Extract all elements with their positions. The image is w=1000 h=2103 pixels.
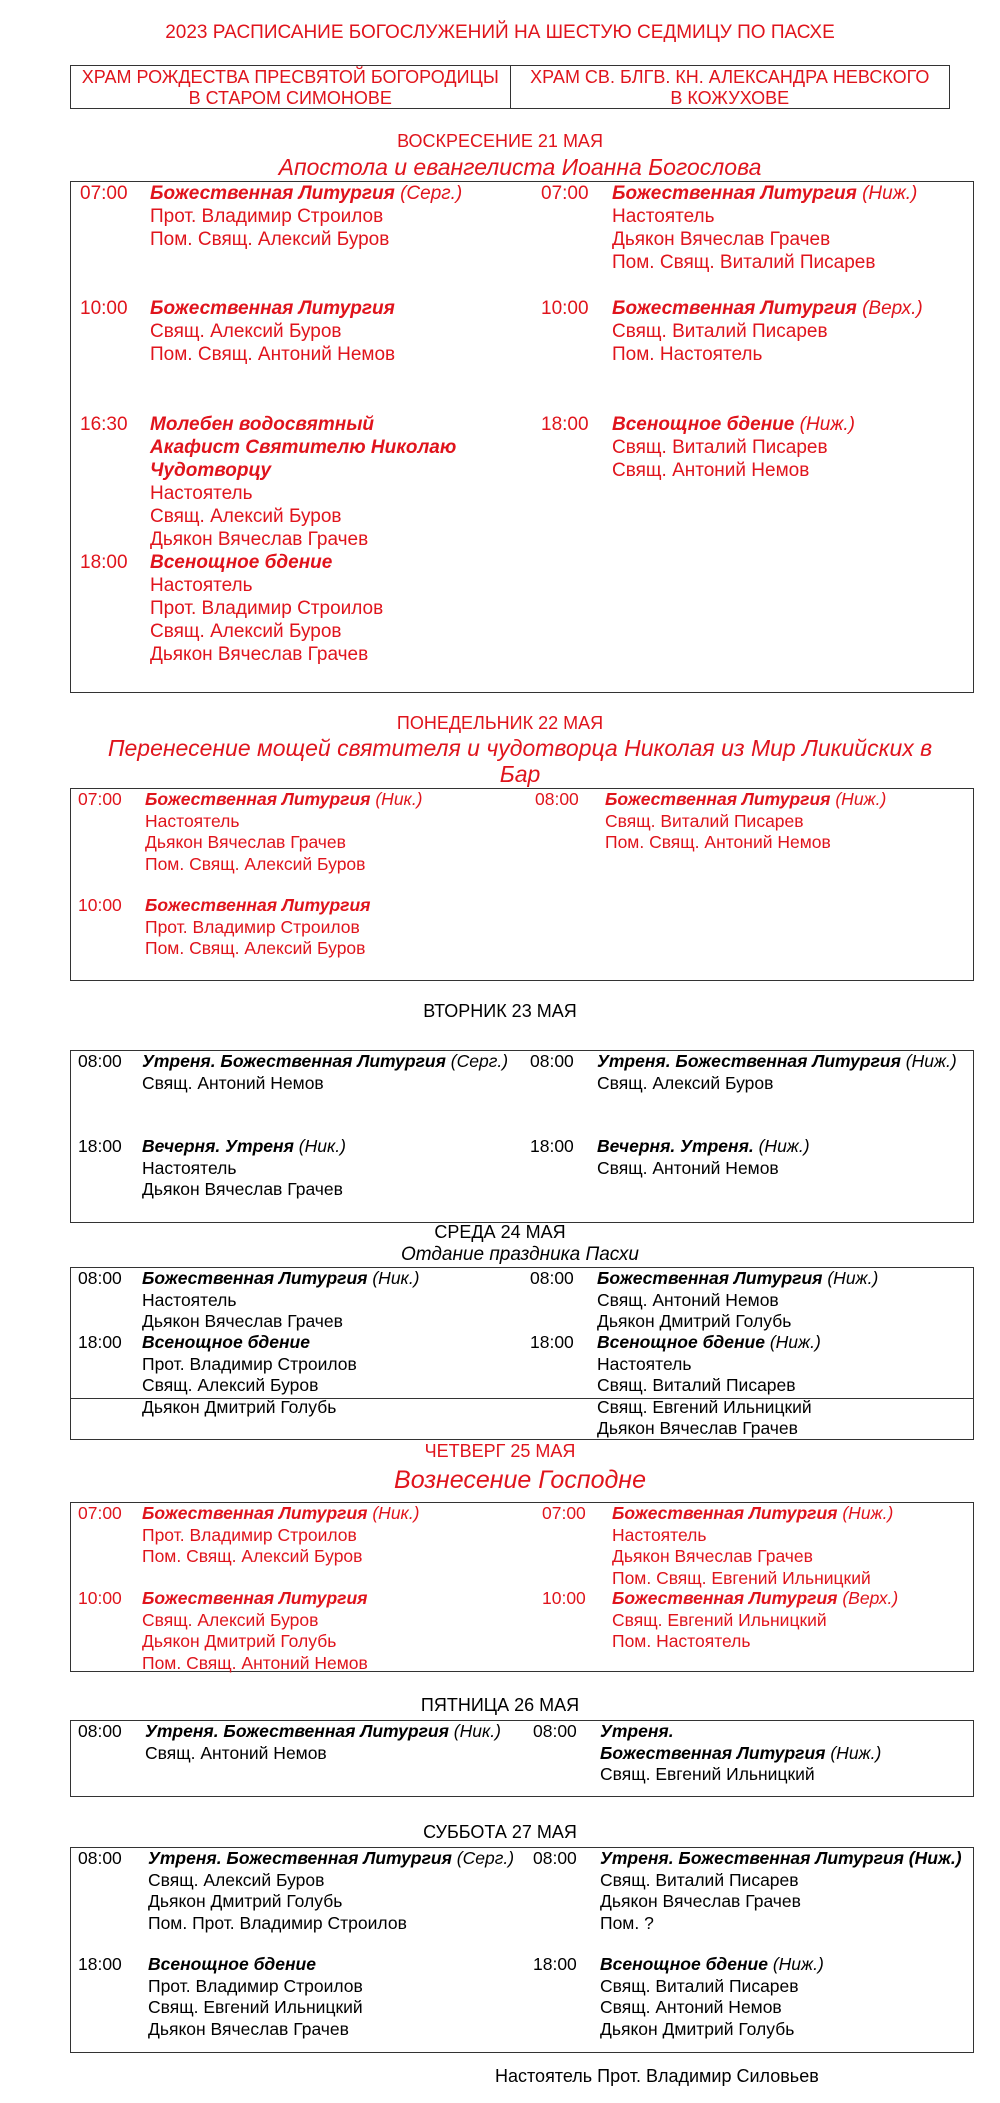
clergy-name: Настоятель xyxy=(150,575,253,596)
service-place: (Ниж.) xyxy=(772,1954,824,1974)
clergy-name: Свящ. Виталий Писарев xyxy=(612,321,828,342)
clergy-name: Свящ. Алексий Буров xyxy=(150,621,342,642)
day-schedule-box xyxy=(70,1847,974,2053)
clergy-name: Настоятель xyxy=(142,1289,237,1310)
clergy-name: Настоятель xyxy=(612,1524,707,1545)
service-time: 08:00 xyxy=(78,1051,122,1071)
service-name: Всенощное бдение xyxy=(150,552,333,573)
day-schedule-box xyxy=(70,1267,974,1440)
service-name: Всенощное бдение xyxy=(612,414,795,435)
clergy-name: Свящ. Антоний Немов xyxy=(597,1289,779,1310)
service-time: 18:00 xyxy=(78,1954,122,1974)
service-name: Утреня. Божественная Литургия xyxy=(600,1848,904,1868)
feast-title-line2: Бар xyxy=(499,761,541,787)
clergy-name: Свящ. Антоний Немов xyxy=(145,1742,327,1763)
clergy-name: Свящ. Антоний Немов xyxy=(600,1997,782,2017)
day-heading: СУББОТА 27 МАЯ xyxy=(423,1822,577,1842)
service-place: (Ниж.) xyxy=(830,1742,882,1763)
service-time: 10:00 xyxy=(542,1588,586,1608)
clergy-name: Прот. Владимир Строилов xyxy=(150,598,384,619)
clergy-name: Свящ. Евгений Ильницкий xyxy=(148,1997,363,2017)
service-place: (Верх.) xyxy=(862,298,923,319)
service-time: 18:00 xyxy=(80,552,128,573)
clergy-name: Свящ. Алексий Буров xyxy=(142,1609,319,1630)
service-time: 08:00 xyxy=(535,789,579,809)
day-heading: ЧЕТВЕРГ 25 МАЯ xyxy=(424,1441,576,1461)
clergy-name: Свящ. Виталий Писарев xyxy=(612,437,828,458)
day-schedule-box xyxy=(70,788,974,981)
feast-title: Отдание праздника Пасхи xyxy=(401,1244,639,1265)
service-place: (Ниж.) xyxy=(799,414,855,435)
clergy-name: Свящ. Виталий Писарев xyxy=(605,810,804,831)
clergy-name: Дьякон Вячеслав Грачев xyxy=(600,1891,801,1911)
clergy-name: Дьякон Вячеслав Грачев xyxy=(142,1179,343,1199)
service-name: Божественная Литургия xyxy=(600,1742,826,1763)
feast-title: Вознесение Господне xyxy=(394,1466,646,1494)
day-schedule-box xyxy=(70,1720,974,1797)
clergy-name: Дьякон Вячеслав Грачев xyxy=(142,1311,343,1331)
service-name: Чудотворцу xyxy=(150,460,272,481)
service-time: 08:00 xyxy=(78,1268,122,1288)
clergy-name: Свящ. Евгений Ильницкий xyxy=(600,1764,815,1784)
clergy-name: Пом. Свящ. Антоний Немов xyxy=(150,344,396,365)
service-name: Божественная Литургия xyxy=(142,1268,368,1288)
service-place: (Ник.) xyxy=(372,1503,420,1523)
day-heading: СРЕДА 24 МАЯ xyxy=(434,1222,566,1242)
clergy-name: Свящ. Евгений Ильницкий xyxy=(612,1609,827,1630)
service-place: (Ник.) xyxy=(453,1721,501,1741)
service-time: 18:00 xyxy=(530,1136,574,1156)
clergy-name: Прот. Владимир Строилов xyxy=(142,1524,357,1545)
clergy-name: Дьякон Вячеслав Грачев xyxy=(150,644,369,665)
service-name: Божественная Литургия xyxy=(612,1588,838,1608)
clergy-name: Дьякон Вячеслав Грачев xyxy=(612,1546,813,1566)
clergy-name: Пом. Настоятель xyxy=(612,1631,751,1651)
service-time: 08:00 xyxy=(533,1721,577,1741)
service-name: Молебен водосвятный xyxy=(150,414,375,435)
service-name: Божественная Литургия xyxy=(605,789,831,809)
service-time: 08:00 xyxy=(78,1721,122,1741)
clergy-name: Свящ. Антоний Немов xyxy=(142,1072,324,1093)
clergy-name: Пом. Прот. Владимир Строилов xyxy=(148,1912,407,1933)
service-time: 07:00 xyxy=(542,1503,586,1523)
service-place: (Ниж.) xyxy=(862,183,918,204)
clergy-name: Прот. Владимир Строилов xyxy=(150,206,384,227)
service-name: Акафист Святителю Николаю xyxy=(150,437,457,458)
clergy-name: Свящ. Евгений Ильницкий xyxy=(597,1396,812,1417)
service-time: 08:00 xyxy=(533,1848,577,1868)
service-place: (Ниж.) xyxy=(908,1848,962,1868)
clergy-name: Дьякон Вячеслав Грачев xyxy=(612,229,831,250)
clergy-name: Настоятель xyxy=(597,1353,692,1374)
clergy-name: Прот. Владимир Строилов xyxy=(142,1353,357,1374)
service-name: Всенощное бдение xyxy=(142,1332,310,1352)
service-time: 18:00 xyxy=(541,414,589,435)
clergy-name: Свящ. Виталий Писарев xyxy=(600,1975,799,1996)
church-simonov-line2: В СТАРОМ СИМОНОВЕ xyxy=(188,88,392,108)
service-place: (Серг.) xyxy=(456,1848,515,1868)
clergy-name: Дьякон Дмитрий Голубь xyxy=(600,2018,795,2039)
clergy-name: Дьякон Дмитрий Голубь xyxy=(142,1396,337,1417)
clergy-name: Дьякон Вячеслав Грачев xyxy=(145,832,346,852)
service-name: Вечерня. Утреня xyxy=(142,1136,294,1156)
clergy-name: Пом. Настоятель xyxy=(612,344,763,365)
clergy-name: Настоятель xyxy=(150,483,253,504)
service-time: 08:00 xyxy=(78,1848,122,1868)
schedule-title: 2023 РАСПИСАНИЕ БОГОСЛУЖЕНИЙ НА ШЕСТУЮ СЕДМИЦУ ПО ПАСХЕ xyxy=(165,22,835,43)
service-place: (Верх.) xyxy=(842,1588,899,1608)
clergy-name: Дьякон Вячеслав Грачев xyxy=(597,1418,798,1438)
clergy-name: Настоятель xyxy=(145,810,240,831)
clergy-name: Свящ. Алексий Буров xyxy=(142,1375,319,1395)
day-schedule-box xyxy=(70,1050,974,1223)
service-place: (Ник.) xyxy=(375,789,423,809)
clergy-name: Прот. Владимир Строилов xyxy=(148,1975,363,1996)
church-simonov-line1: ХРАМ РОЖДЕСТВА ПРЕСВЯТОЙ БОГОРОДИЦЫ xyxy=(81,67,499,87)
day-schedule-box xyxy=(70,181,974,693)
service-place: (Ник.) xyxy=(298,1136,346,1156)
service-time: 07:00 xyxy=(80,183,128,204)
service-name: Божественная Литургия xyxy=(612,1503,838,1523)
service-name: Божественная Литургия xyxy=(597,1268,823,1288)
clergy-name: Пом. Свящ. Алексий Буров xyxy=(145,938,366,958)
service-place: (Серг.) xyxy=(400,183,463,204)
service-place: (Ниж.) xyxy=(758,1136,810,1156)
service-place: (Ниж.) xyxy=(827,1268,879,1288)
service-place: (Ник.) xyxy=(372,1268,420,1288)
service-time: 18:00 xyxy=(530,1332,574,1352)
service-time: 08:00 xyxy=(530,1051,574,1071)
service-name: Божественная Литургия xyxy=(612,183,857,204)
service-place: (Ниж.) xyxy=(842,1503,894,1523)
clergy-name: Пом. Свящ. Алексий Буров xyxy=(145,853,366,874)
clergy-name: Пом. Свящ. Антоний Немов xyxy=(142,1652,368,1673)
clergy-name: Пом. Свящ. Евгений Ильницкий xyxy=(612,1567,871,1588)
service-name: Всенощное бдение xyxy=(600,1954,768,1974)
clergy-name: Пом. Свящ. Алексий Буров xyxy=(150,229,390,250)
clergy-name: Дьякон Дмитрий Голубь xyxy=(597,1311,792,1331)
church-kozhukhovo xyxy=(511,66,950,108)
service-name: Божественная Литургия xyxy=(145,789,371,809)
church-simonov xyxy=(71,66,511,108)
day-heading: ПОНЕДЕЛЬНИК 22 МАЯ xyxy=(396,713,604,733)
service-name: Божественная Литургия xyxy=(145,895,371,915)
service-time: 07:00 xyxy=(78,789,122,809)
feast-title: Апостола и евангелиста Иоанна Богослова xyxy=(278,154,762,180)
clergy-name: Свящ. Алексий Буров xyxy=(150,506,342,527)
clergy-name: Свящ. Виталий Писарев xyxy=(597,1375,796,1395)
clergy-name: Свящ. Антоний Немов xyxy=(612,460,810,481)
service-name: Утреня. Божественная Литургия xyxy=(142,1051,446,1071)
service-name: Всенощное бдение xyxy=(148,1954,316,1974)
service-name: Божественная Литургия xyxy=(150,183,395,204)
day-heading: ВТОРНИК 23 МАЯ xyxy=(423,1001,577,1021)
service-name: Божественная Литургия xyxy=(142,1588,368,1608)
service-name: Божественная Литургия xyxy=(142,1503,368,1523)
service-place: (Серг.) xyxy=(450,1051,509,1071)
service-time: 10:00 xyxy=(78,895,122,915)
service-name: Утреня. Божественная Литургия xyxy=(597,1051,901,1071)
service-time: 07:00 xyxy=(541,183,589,204)
service-name: Всенощное бдение xyxy=(597,1332,765,1352)
clergy-name: Пом. Свящ. Антоний Немов xyxy=(605,832,831,852)
clergy-name: Дьякон Дмитрий Голубь xyxy=(148,1891,343,1911)
service-place: (Ниж.) xyxy=(835,789,887,809)
service-time: 16:30 xyxy=(80,414,128,435)
church-kozhukhovo-line1: ХРАМ СВ. БЛГВ. КН. АЛЕКСАНДРА НЕВСКОГО xyxy=(530,67,930,87)
churches-header xyxy=(70,65,950,109)
clergy-name: Свящ. Алексий Буров xyxy=(148,1869,325,1890)
service-time: 18:00 xyxy=(533,1954,577,1974)
service-time: 08:00 xyxy=(530,1268,574,1288)
service-name: Утреня. Божественная Литургия xyxy=(145,1721,449,1741)
clergy-name: Дьякон Вячеслав Грачев xyxy=(150,529,369,550)
clergy-name: Свящ. Антоний Немов xyxy=(597,1157,779,1178)
day-schedule-box xyxy=(70,1502,974,1672)
service-time: 10:00 xyxy=(80,298,128,319)
service-name: Вечерня. Утреня. xyxy=(597,1136,754,1156)
clergy-name: Дьякон Вячеслав Грачев xyxy=(148,2018,349,2039)
clergy-name: Свящ. Алексий Буров xyxy=(150,321,342,342)
service-place: (Ниж.) xyxy=(905,1051,957,1071)
clergy-name: Дьякон Дмитрий Голубь xyxy=(142,1631,337,1651)
clergy-name: Пом. ? xyxy=(600,1912,654,1933)
clergy-name: Свящ. Виталий Писарев xyxy=(600,1869,799,1890)
feast-title xyxy=(60,735,980,787)
day-heading: ВОСКРЕСЕНИЕ 21 МАЯ xyxy=(397,131,603,151)
clergy-name: Пом. Свящ. Виталий Писарев xyxy=(612,252,876,273)
service-time: 10:00 xyxy=(541,298,589,319)
service-time: 07:00 xyxy=(78,1503,122,1523)
service-name: Утреня. xyxy=(600,1721,674,1741)
clergy-name: Настоятель xyxy=(142,1157,237,1178)
service-time: 10:00 xyxy=(78,1588,122,1608)
service-time: 18:00 xyxy=(78,1136,122,1156)
service-name: Божественная Литургия xyxy=(612,298,857,319)
service-place: (Ниж.) xyxy=(769,1332,821,1352)
day-heading: ПЯТНИЦА 26 МАЯ xyxy=(420,1695,580,1715)
footer-signature: Настоятель Прот. Владимир Силовьев xyxy=(495,2066,819,2086)
feast-title-line1: Перенесение мощей святителя и чудотворца Николая из Мир Ликийских в xyxy=(107,735,933,761)
clergy-name: Настоятель xyxy=(612,206,715,227)
clergy-name: Свящ. Алексий Буров xyxy=(597,1072,774,1093)
clergy-name: Пом. Свящ. Алексий Буров xyxy=(142,1546,363,1566)
service-name: Утреня. Божественная Литургия xyxy=(148,1848,452,1868)
service-time: 18:00 xyxy=(78,1332,122,1352)
church-kozhukhovo-line2: В КОЖУХОВЕ xyxy=(670,88,790,108)
clergy-name: Прот. Владимир Строилов xyxy=(145,916,360,937)
service-name: Божественная Литургия xyxy=(150,298,395,319)
